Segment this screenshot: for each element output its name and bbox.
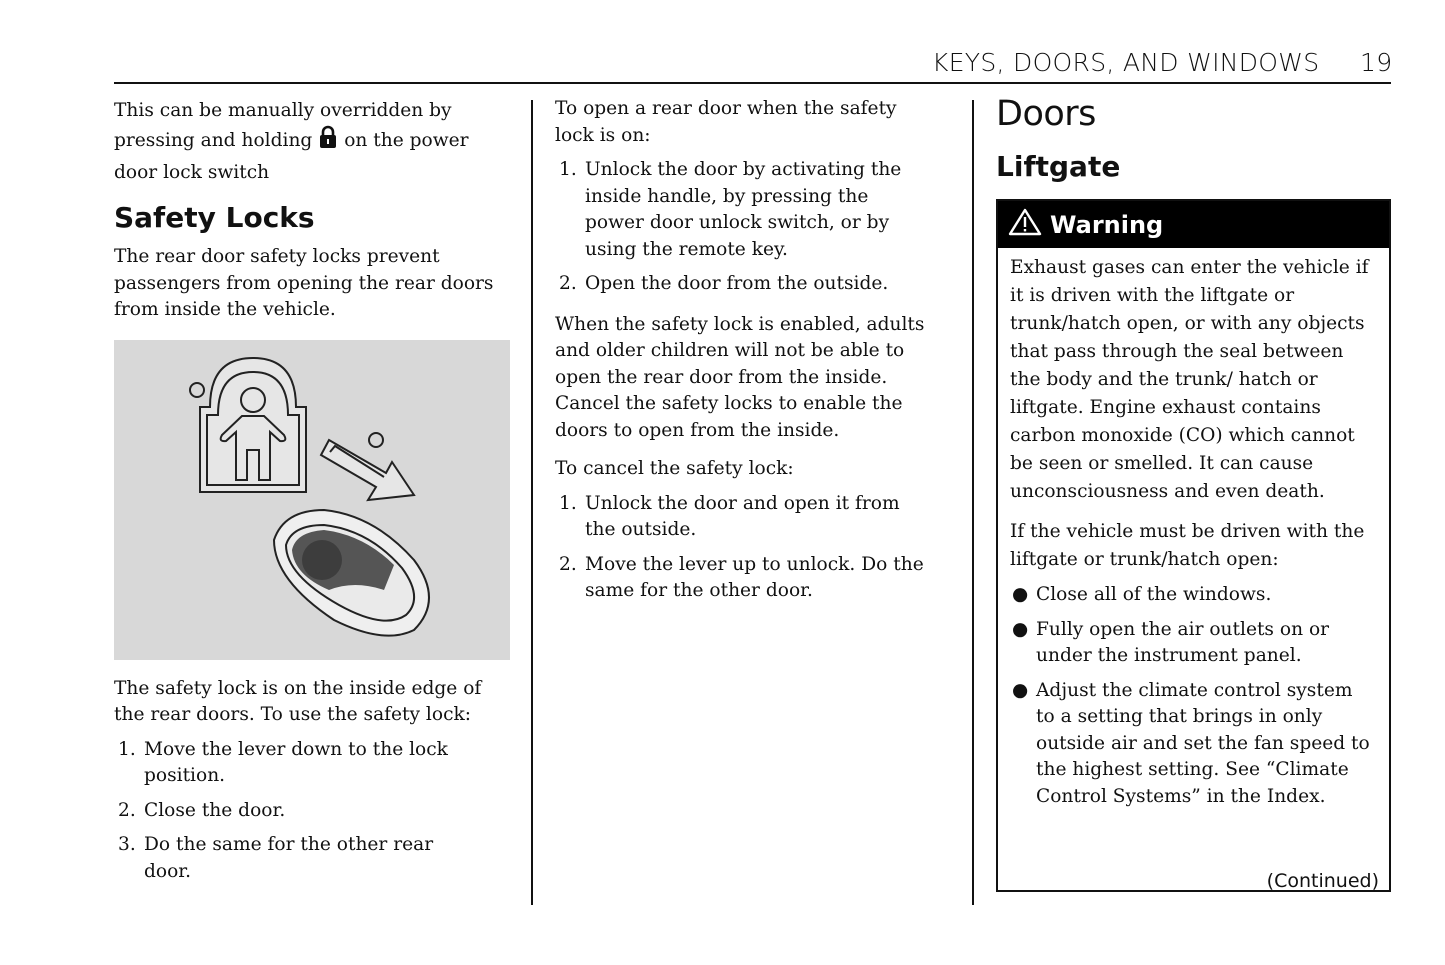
list-item: [1010, 678, 1377, 811]
warning-paragraph: Exhaust gases can enter the vehicle if it is driven with the liftgate or trunk/hatch open, or with any objects that pass through the seal between the body and the trunk/ hatch or liftgate. Engine exhaust contains carbon monoxide (CO) which cannot be seen or smelled. It can cause unconsciousness and even death.: [1010, 257, 1369, 502]
liftgate-heading: Liftgate: [996, 150, 1121, 183]
lock-steps-list: [114, 737, 509, 886]
step-number: 1.: [559, 159, 577, 180]
bullet-icon: ●: [1012, 584, 1029, 605]
column-2: [555, 96, 933, 613]
list-item: [555, 491, 933, 544]
override-text-a: This can be manually overridden by pressing and holding: [114, 100, 452, 151]
safety-locks-heading: Safety Locks: [114, 201, 315, 234]
column-divider: [531, 100, 533, 905]
list-item: [1010, 617, 1377, 670]
list-item: [114, 737, 474, 790]
step-text: Unlock the door and open it from the outside.: [585, 492, 900, 540]
list-item: [1010, 582, 1377, 609]
step-number: 1.: [118, 738, 136, 760]
warning-box: [996, 199, 1391, 892]
warning-bullets: [1010, 582, 1377, 810]
cancel-steps-list: [555, 491, 933, 605]
column-1: [114, 96, 509, 893]
list-item: [555, 552, 933, 605]
list-item: [114, 832, 444, 885]
step-text: Move the lever down to the lock position.: [144, 738, 448, 786]
safety-lock-location-paragraph: The safety lock is on the inside edge of the rear doors. To use the safety lock:: [114, 677, 482, 725]
safety-locks-paragraph: The rear door safety locks prevent passengers from opening the rear doors from inside the vehicle.: [114, 246, 494, 320]
open-steps-list: [555, 157, 933, 298]
step-text: Open the door from the outside.: [585, 273, 889, 294]
override-paragraph: [114, 96, 509, 187]
warning-label: Warning: [1050, 210, 1164, 239]
column-divider: [972, 100, 974, 905]
bullet-icon: ●: [1012, 618, 1029, 640]
step-number: 3.: [118, 834, 136, 855]
warning-driven-open-paragraph: If the vehicle must be driven with the liftgate or trunk/hatch open:: [1010, 521, 1365, 570]
warning-triangle-icon: [1008, 208, 1042, 242]
bullet-text: Close all of the windows.: [1036, 584, 1272, 605]
cancel-safety-lock-paragraph: To cancel the safety lock:: [555, 458, 794, 479]
safety-lock-illustration: [114, 340, 510, 660]
continued-label: (Continued): [1266, 870, 1379, 892]
step-text: Close the door.: [144, 799, 286, 821]
lock-icon: [318, 125, 338, 158]
page-number: 19: [1360, 48, 1393, 77]
section-title: KEYS, DOORS, AND WINDOWS: [932, 48, 1320, 77]
bullet-icon: ●: [1012, 679, 1029, 701]
step-text: Move the lever up to unlock. Do the same for the other door.: [585, 553, 924, 601]
step-number: 1.: [559, 492, 577, 514]
header-rule: [114, 82, 1391, 84]
list-item: [555, 157, 933, 263]
open-rear-door-paragraph: To open a rear door when the safety lock is on:: [555, 98, 897, 146]
list-item: [555, 271, 933, 298]
list-item: [114, 798, 509, 825]
bullet-text: Fully open the air outlets on or under the instrument panel.: [1036, 618, 1330, 666]
step-number: 2.: [559, 553, 577, 575]
doors-title: Doors: [996, 94, 1096, 134]
safety-lock-enabled-paragraph: When the safety lock is enabled, adults and older children will not be able to open the rear door from the inside. Cancel the safety locks to enable the doors to open from the inside.: [555, 313, 925, 441]
bullet-text: Adjust the climate control system to a setting that brings in only outside air and set the fan speed to the highest setting. See “Climate Control Systems” in the Index.: [1036, 679, 1370, 807]
step-text: Do the same for the other rear door.: [144, 834, 434, 882]
step-text: Unlock the door by activating the inside handle, by pressing the power door unlock switch, or by using the remote key.: [585, 159, 902, 260]
override-text-b: on the power door lock switch: [114, 130, 469, 183]
step-number: 2.: [559, 273, 577, 294]
warning-header: [998, 201, 1389, 248]
step-number: 2.: [118, 799, 136, 821]
